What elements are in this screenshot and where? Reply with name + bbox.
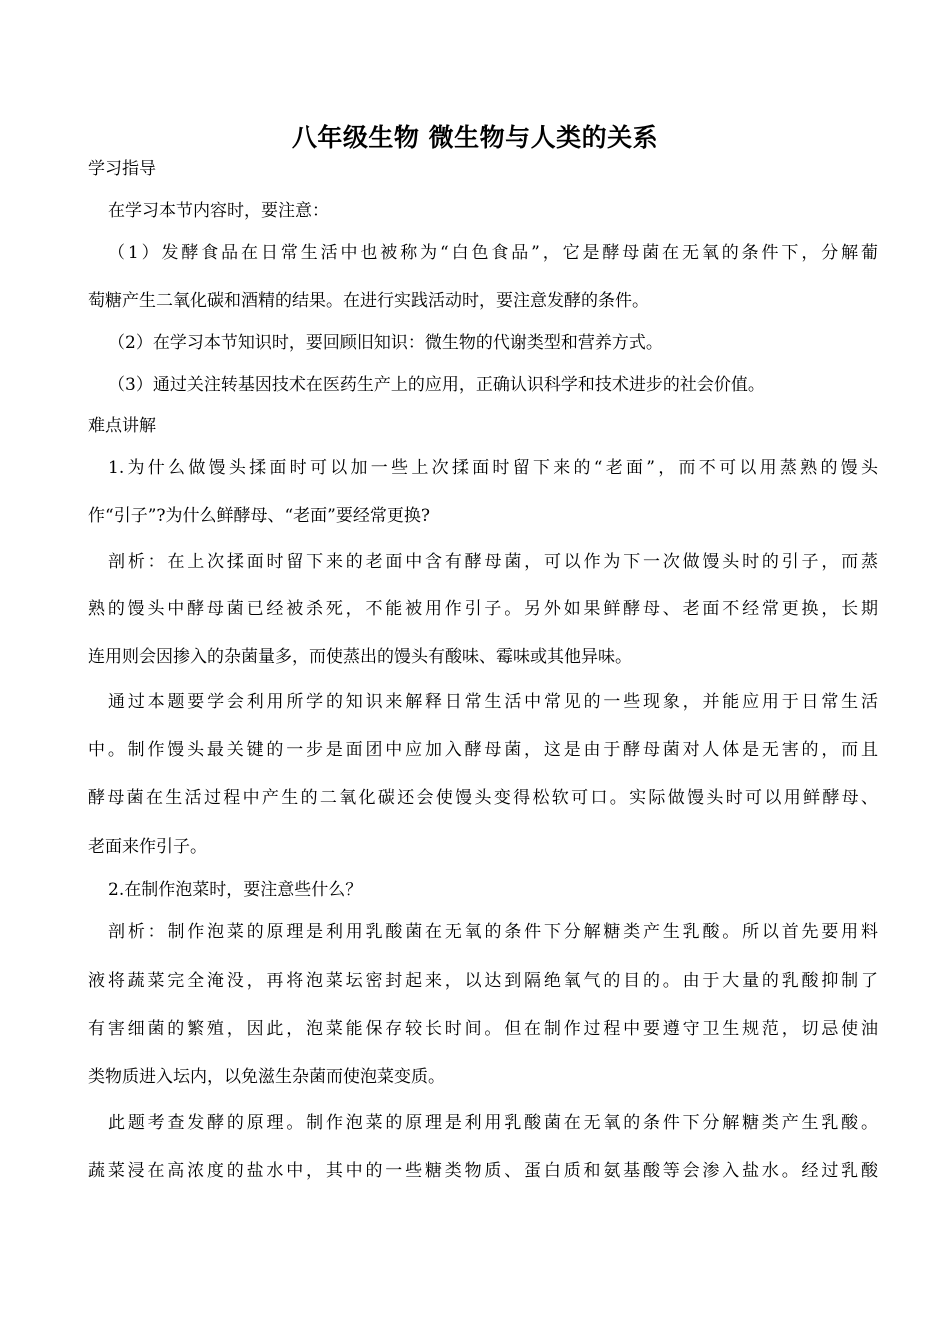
paragraph-line: 老面来作引子。 xyxy=(88,837,207,857)
paragraph-line: 此题考查发酵的原理。制作泡菜的原理是利用乳酸菌在无氧的条件下分解糖类产生乳酸。 xyxy=(108,1113,878,1133)
analysis-line: 类物质进入坛内，以免滋生杂菌而使泡菜变质。 xyxy=(88,1067,445,1087)
paragraph-line: 蔬菜浸在高浓度的盐水中，其中的一些糖类物质、蛋白质和氨基酸等会渗入盐水。经过乳酸 xyxy=(88,1161,878,1181)
analysis-line: 有害细菌的繁殖，因此，泡菜能保存较长时间。但在制作过程中要遵守卫生规范，切忌使油 xyxy=(88,1019,878,1039)
question-line: 1.为什么做馒头揉面时可以加一些上次揉面时留下来的“老面”，而不可以用蒸熟的馒头 xyxy=(108,458,878,478)
paragraph-line: 酵母菌在生活过程中产生的二氧化碳还会使馒头变得松软可口。实际做馒头时可以用鲜酵母、 xyxy=(88,788,878,808)
paragraph-line: 在学习本节内容时，要注意： xyxy=(108,201,329,221)
paragraph-line: 中。制作馒头最关键的一步是面团中应加入酵母菌，这是由于酵母菌对人体是无害的，而且 xyxy=(88,740,878,760)
analysis-line: 剖析：制作泡菜的原理是利用乳酸菌在无氧的条件下分解糖类产生乳酸。所以首先要用料 xyxy=(108,922,878,942)
analysis-line: 熟的馒头中酵母菌已经被杀死，不能被用作引子。另外如果鲜酵母、老面不经常更换，长期 xyxy=(88,599,878,619)
paragraph-line: （3）通过关注转基因技术在医药生产上的应用，正确认识科学和技术进步的社会价值。 xyxy=(108,375,765,395)
analysis-line: 液将蔬菜完全淹没，再将泡菜坛密封起来，以达到隔绝氧气的目的。由于大量的乳酸抑制了 xyxy=(88,971,878,991)
paragraph-line: 萄糖产生二氧化碳和酒精的结果。在进行实践活动时，要注意发酵的条件。 xyxy=(88,291,649,311)
question-line: 2.在制作泡菜时，要注意些什么？ xyxy=(108,880,363,900)
analysis-line: 连用则会因掺入的杂菌量多，而使蒸出的馒头有酸味、霉味或其他异味。 xyxy=(88,647,632,667)
question-line: 作“引子”?为什么鲜酵母、“老面”要经常更换? xyxy=(88,506,430,526)
section-heading-difficult-points: 难点讲解 xyxy=(88,416,156,436)
document-title: 八年级生物 微生物与人类的关系 xyxy=(291,123,659,152)
paragraph-line: （1）发酵食品在日常生活中也被称为“白色食品”，它是酵母菌在无氧的条件下，分解葡 xyxy=(108,243,878,263)
paragraph-line: （2）在学习本节知识时，要回顾旧知识：微生物的代谢类型和营养方式。 xyxy=(108,333,663,353)
paragraph-line: 通过本题要学会利用所学的知识来解释日常生活中常见的一些现象，并能应用于日常生活 xyxy=(108,692,878,712)
analysis-line: 剖析：在上次揉面时留下来的老面中含有酵母菌，可以作为下一次做馒头时的引子，而蒸 xyxy=(108,552,878,572)
section-heading-study-guide: 学习指导 xyxy=(88,159,156,179)
